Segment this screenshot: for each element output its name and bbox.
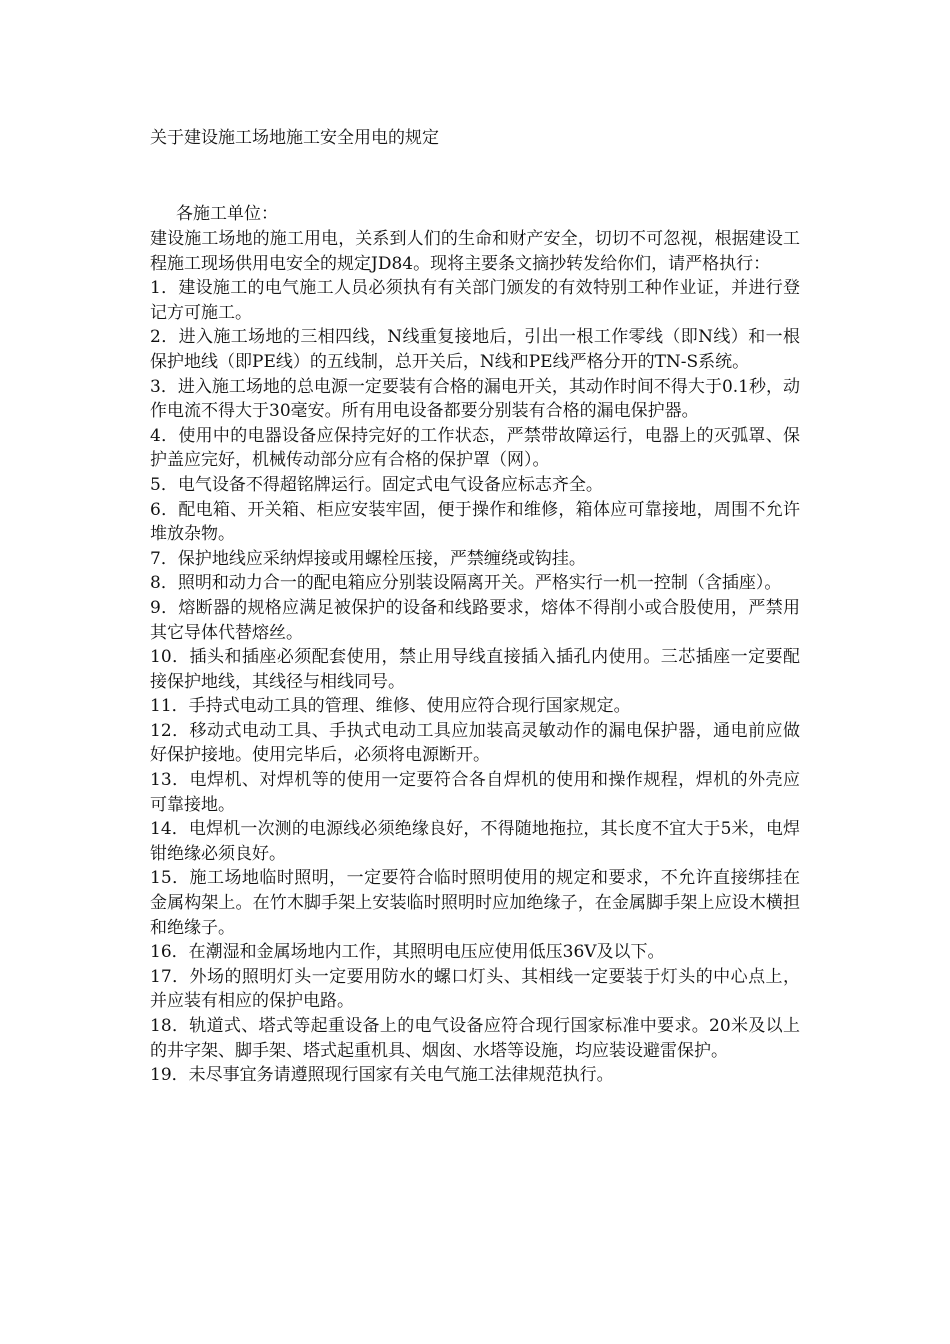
rule-item-6: 6．配电箱、开关箱、柜应安装牢固，便于操作和维修，箱体应可靠接地，周围不允许堆放杂物。 <box>150 499 800 545</box>
rule-item-18: 18．轨道式、塔式等起重设备上的电气设备应符合现行国家标准中要求。20米及以上的井字架、脚手架、塔式起重机具、烟囱、水塔等设施，均应装设避雷保护。 <box>150 1016 800 1061</box>
rule-item-3: 3．进入施工场地的总电源一定要装有合格的漏电开关，其动作时间不得大于0.1秒，动作电流不得大于30毫安。所有用电设备都要分别装有合格的漏电保护器。 <box>150 376 800 422</box>
rule-item-15: 15．施工场地临时照明，一定要符合临时照明使用的规定和要求，不允许直接绑挂在金属构架上。在竹木脚手架上安装临时照明时应加绝缘子，在金属脚手架上应设木横担和绝缘子。 <box>150 868 800 938</box>
rule-item-14: 14．电焊机一次测的电源线必须绝缘良好，不得随地拖拉，其长度不宜大于5米，电焊钳绝缘必须良好。 <box>150 819 800 864</box>
intro-paragraph: 建设施工场地的施工用电，关系到人们的生命和财产安全，切切不可忽视，根据建设工程施工现场供用电安全的规定JD84。现将主要条文摘抄转发给你们，请严格执行： <box>150 229 800 274</box>
rule-item-1: 1．建设施工的电气施工人员必须执有有关部门颁发的有效特别工种作业证，并进行登记方可施工。 <box>150 278 800 323</box>
rule-item-7: 7．保护地线应采纳焊接或用螺栓压接，严禁缠绕或钩挂。 <box>150 548 586 569</box>
rule-item-13: 13．电焊机、对焊机等的使用一定要符合各自焊机的使用和操作规程，焊机的外壳应可靠接地。 <box>150 770 800 815</box>
rule-item-5: 5．电气设备不得超铭牌运行。固定式电气设备应标志齐全。 <box>150 474 603 495</box>
rule-item-16: 16．在潮湿和金属场地内工作，其照明电压应使用低压36V及以下。 <box>150 942 665 963</box>
rule-item-10: 10．插头和插座必须配套使用，禁止用导线直接插入插孔内使用。三芯插座一定要配接保护地线，其线径与相线同号。 <box>150 647 800 692</box>
rule-item-2: 2．进入施工场地的三相四线，N线重复接地后，引出一根工作零线（即N线）和一根保护地线（即PE线）的五线制，总开关后，N线和PE线严格分开的TN-S系统。 <box>150 327 800 372</box>
salutation: 各施工单位： <box>176 204 278 224</box>
rule-item-19: 19．未尽事宜务请遵照现行国家有关电气施工法律规范执行。 <box>150 1065 614 1086</box>
rule-item-9: 9．熔断器的规格应满足被保护的设备和线路要求，熔体不得削小或合股使用，严禁用其它导体代替熔丝。 <box>150 597 800 643</box>
rule-item-12: 12．移动式电动工具、手执式电动工具应加装高灵敏动作的漏电保护器，通电前应做好保护接地。使用完毕后，必须将电源断开。 <box>150 720 800 766</box>
document-body <box>150 227 800 1088</box>
rule-item-4: 4．使用中的电器设备应保持完好的工作状态，严禁带故障运行，电器上的灭弧罩、保护盖应完好，机械传动部分应有合格的保护罩（网）。 <box>150 425 800 471</box>
document-title: 关于建设施工场地施工安全用电的规定 <box>150 128 439 148</box>
rule-item-11: 11．手持式电动工具的管理、维修、使用应符合现行国家规定。 <box>150 696 631 717</box>
rule-item-8: 8．照明和动力合一的配电箱应分别装设隔离开关。严格实行一机一控制（含插座）。 <box>150 573 782 594</box>
rule-item-17: 17．外场的照明灯头一定要用防水的螺口灯头、其相线一定要装于灯头的中心点上，并应装有相应的保护电路。 <box>150 966 800 1012</box>
